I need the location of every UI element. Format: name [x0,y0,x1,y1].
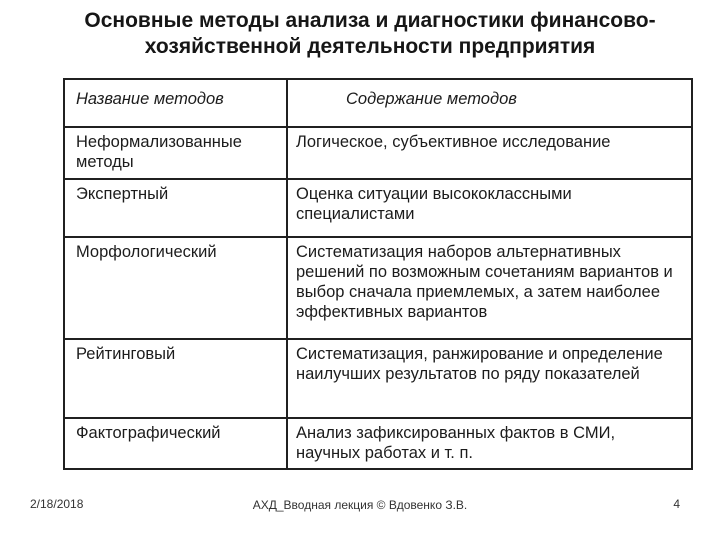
header-method-content: Содержание методов [287,79,692,127]
footer-author: АХД_Вводная лекция © Вдовенко З.В. [252,498,468,512]
method-content-cell: Систематизация, ранжирование и определение наилучших результатов по ряду показателей [287,339,692,418]
method-name-cell: Рейтинговый [64,339,287,418]
method-name-cell: Неформализованные методы [64,127,287,179]
table-header-row [64,79,692,127]
table-row [64,339,692,418]
method-content-cell: Анализ зафиксированных фактов в СМИ, научных работах и т. п. [287,418,692,469]
table-row [64,237,692,339]
method-name-cell: Экспертный [64,179,287,237]
page-number: 4 [673,497,680,511]
header-method-name: Название методов [64,79,287,127]
footer-date: 2/18/2018 [30,497,84,511]
table-row [64,418,692,469]
method-content-cell: Оценка ситуации высококлассными специалистами [287,179,692,237]
table-row [64,179,692,237]
table-row [64,127,692,179]
methods-table [63,78,693,470]
slide-title [60,8,680,60]
method-content-cell: Логическое, субъективное исследование [287,127,692,179]
title-line-1: Основные методы анализа и диагностики финансово- [84,9,656,32]
method-name-cell: Морфологический [64,237,287,339]
title-line-2: хозяйственной деятельности предприятия [144,35,596,58]
method-content-cell: Систематизация наборов альтернативных решений по возможным сочетаниям вариантов и выбор сначала приемлемых, а затем наиболее эффективных вариантов [287,237,692,339]
method-name-cell: Фактографический [64,418,287,469]
